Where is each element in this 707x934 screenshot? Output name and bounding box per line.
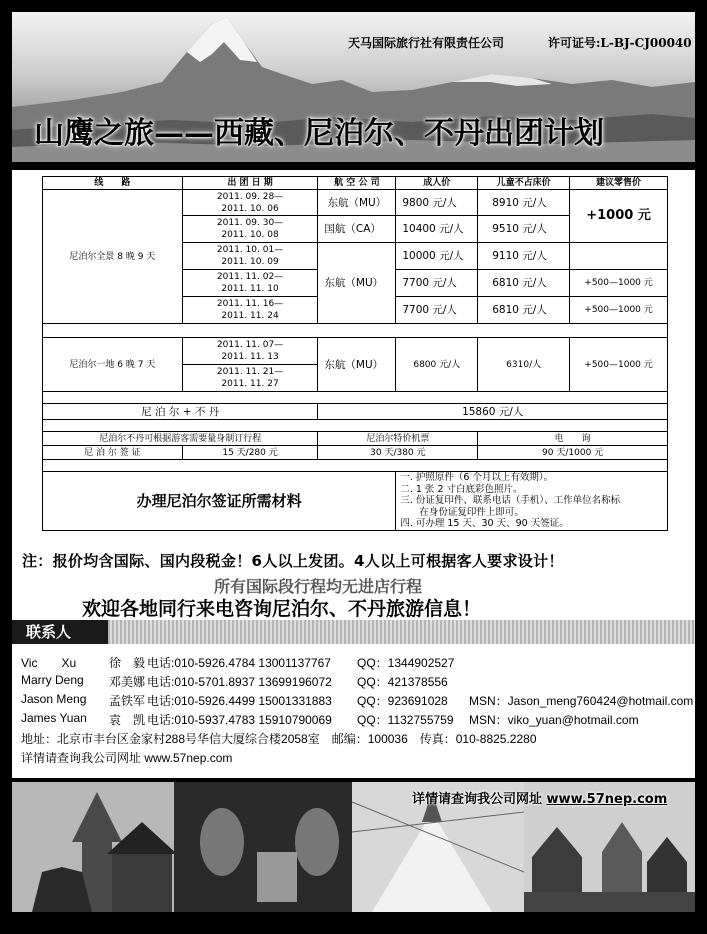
airline-cell: 东航（MU）: [318, 243, 396, 324]
website-line: 详情请查询我公司网址 www.57nep.com: [21, 751, 233, 765]
header-banner: [12, 12, 695, 162]
contact-header-bar: [12, 620, 695, 644]
table-gap: [43, 460, 668, 472]
adult-price: 7700 元/人: [396, 297, 478, 324]
header-route: 线 路: [43, 177, 183, 190]
visa-label: 尼 泊 尔 签 证: [43, 446, 183, 460]
table-row-date: 2011. 11. 07— 2011. 11. 13: [182, 338, 318, 365]
retail-price: +500—1000 元: [570, 270, 668, 297]
visa-price: 15 天/280 元: [182, 446, 318, 460]
combo-price: 15860 元/人: [318, 404, 668, 420]
no-shopping-note: 所有国际段行程均无进店行程: [214, 577, 423, 596]
address-line: 地址：北京市丰台区金家村288号华信大厦综合楼2058室 邮编：100036 传真：010-8825.2280: [21, 732, 537, 746]
adult-price: 10400 元/人: [396, 216, 478, 243]
ticket-price: 30 天/380 元: [318, 446, 478, 460]
visa-materials-title: 办理尼泊尔签证所需材料: [43, 472, 396, 531]
welcome-banner: 欢迎各地同行来电咨询尼泊尔、不丹旅游信息！: [82, 598, 482, 620]
route-name: 尼泊尔一地 6 晚 7 天: [43, 338, 183, 392]
table-gap: [43, 392, 668, 404]
header-adult: 成人价: [396, 177, 478, 190]
header-dates: 出 团 日 期: [182, 177, 318, 190]
combo-label: 尼 泊 尔 + 不 丹: [43, 404, 318, 420]
list-item: Marry Deng 邓美娜 电话:010-5701.8937 13699196072 QQ：421378556: [21, 673, 448, 689]
table-row-date: 2011. 09. 30— 2011. 10. 08: [182, 216, 318, 243]
visa-materials-list: [396, 472, 668, 531]
child-price: 6810 元/人: [478, 297, 570, 324]
retail-price: +1000 元: [570, 190, 668, 243]
adult-price: 7700 元/人: [396, 270, 478, 297]
table-gap: [43, 324, 668, 338]
table-row-date: 2011. 11. 16— 2011. 11. 24: [182, 297, 318, 324]
list-item: 三. 份证复印件、联系电话（手机）、工作单位名称标: [400, 495, 621, 506]
table-row-date: 2011. 11. 02— 2011. 11. 10: [182, 270, 318, 297]
header-airline: 航 空 公 司: [318, 177, 396, 190]
child-price: 6310/人: [478, 338, 570, 392]
contact-list: [21, 654, 701, 768]
airline-cell: 东航（MU）: [318, 338, 396, 392]
adult-price: 6800 元/人: [396, 338, 478, 392]
header-retail: 建议零售价: [570, 177, 668, 190]
list-item: James Yuan 袁 凯 电话:010-5937.4783 15910790069 QQ：1132755759 MSN：viko_yuan@hotmail.com: [21, 711, 639, 727]
table-gap: [43, 420, 668, 432]
child-price: 6810 元/人: [478, 270, 570, 297]
ticket-label: 尼泊尔特价机票: [318, 432, 478, 446]
content-area: [12, 170, 695, 778]
phone-label: 电 询: [478, 432, 668, 446]
child-price: 8910 元/人: [478, 190, 570, 216]
adult-price: 9800 元/人: [396, 190, 478, 216]
price-table: [42, 176, 668, 531]
license-number: 许可证号:L-BJ-CJ00040: [548, 36, 692, 50]
list-item: 二. 1 张 2 寸白底彩色照片。: [400, 483, 523, 495]
list-item: 在身份证复印件上即可。: [400, 506, 524, 518]
contact-label: 联系人: [12, 620, 108, 644]
page-title: 山鹰之旅——西藏、尼泊尔、不丹出团计划: [34, 116, 604, 151]
child-price: 9110 元/人: [478, 243, 570, 270]
table-row-date: 2011. 11. 21— 2011. 11. 27: [182, 365, 318, 392]
retail-price-empty: [570, 243, 668, 270]
list-item: 四. 可办理 15 天、30 天、90 天签证。: [400, 518, 569, 529]
phone-price: 90 天/1000 元: [478, 446, 668, 460]
retail-price: +500—1000 元: [570, 297, 668, 324]
airline-cell: 国航（CA）: [318, 216, 396, 243]
route-name: 尼泊尔全景 8 晚 9 天: [43, 190, 183, 324]
adult-price: 10000 元/人: [396, 243, 478, 270]
header-child: 儿童不占床价: [478, 177, 570, 190]
airline-cell: 东航（MU）: [318, 190, 396, 216]
company-name: 天马国际旅行社有限责任公司: [348, 36, 505, 50]
table-row-date: 2011. 10. 01— 2011. 10. 09: [182, 243, 318, 270]
retail-price: +500—1000 元: [570, 338, 668, 392]
footer-website: 详情请查询我公司网址 www.57nep.com: [412, 792, 668, 807]
list-item: Jason Meng 孟铁军 电话:010-5926.4499 15001331883 QQ：923691028 MSN：Jason_meng760424@hotmail.com: [21, 692, 694, 708]
table-row-date: 2011. 09. 28— 2011. 10. 06: [182, 190, 318, 216]
list-item: Vic Xu 徐 毅 电话:010-5926.4784 13001137767 QQ：1344902527: [21, 656, 455, 670]
child-price: 9510 元/人: [478, 216, 570, 243]
list-item: 一. 护照原件（6 个月以上有效期）。: [400, 472, 554, 483]
custom-itinerary-label: 尼泊尔不丹可根据游客需要量身制订行程: [43, 432, 318, 446]
website-link[interactable]: www.57nep.com: [546, 792, 668, 807]
price-note: 注：报价均含国际、国内段税金！6人以上发团。4人以上可根据客人要求设计！: [22, 552, 564, 570]
